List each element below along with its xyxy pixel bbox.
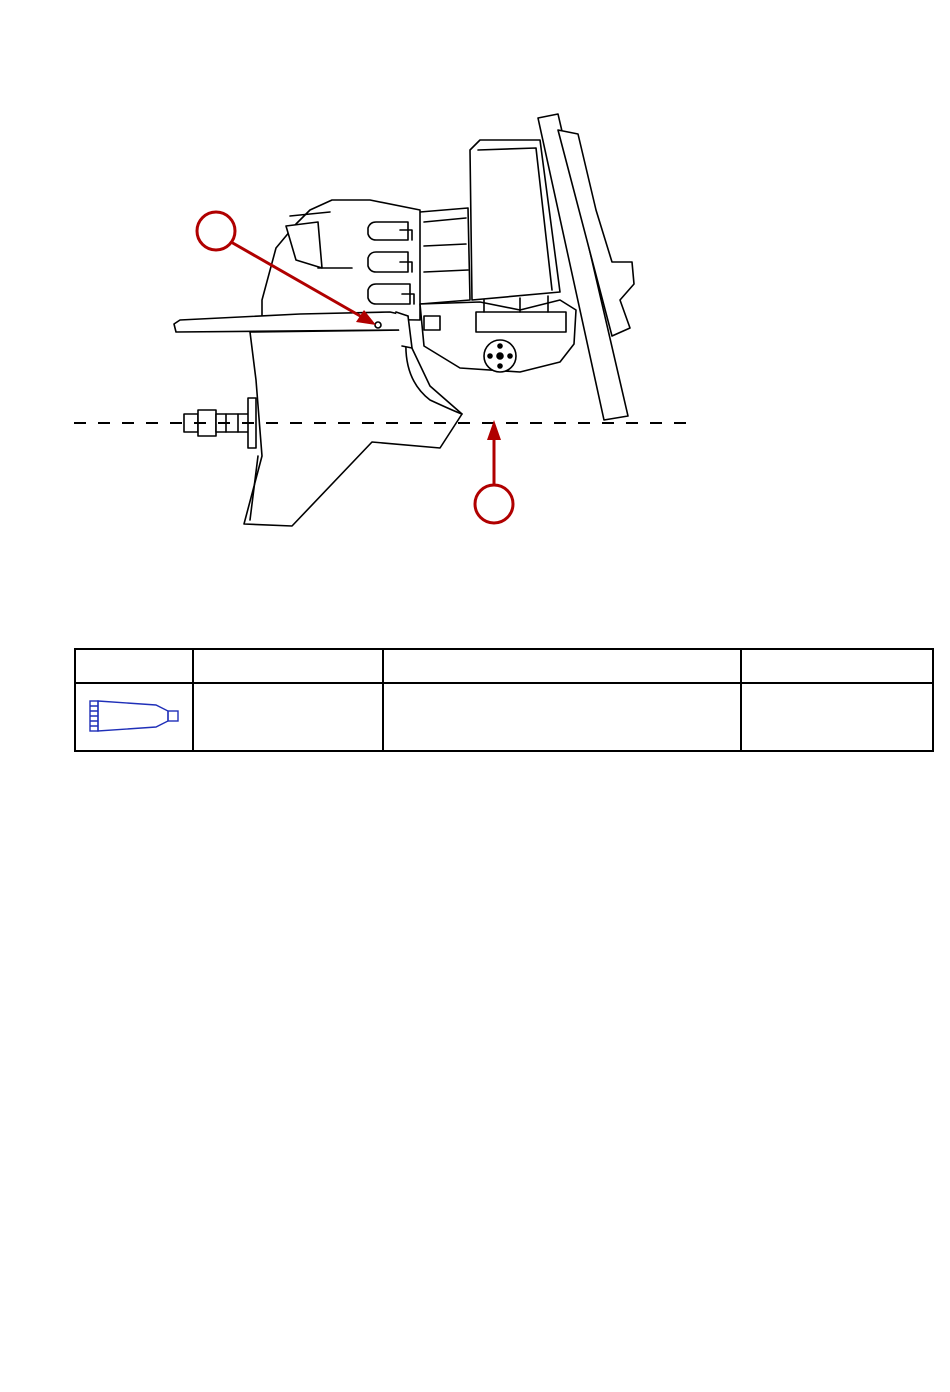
where-used-cell — [741, 683, 933, 751]
header-ref — [75, 649, 193, 683]
header-where-used — [741, 649, 933, 683]
sterndrive-diagram — [0, 0, 950, 600]
lubricant-table — [74, 648, 934, 752]
bell-housing — [420, 140, 560, 304]
header-description — [383, 649, 741, 683]
header-item — [193, 649, 383, 683]
vent-slot — [368, 222, 408, 240]
gear-case — [244, 330, 462, 526]
gimbal-ring — [396, 296, 576, 372]
upper-drive-housing — [262, 200, 420, 320]
description-cell — [383, 683, 741, 751]
fill-screw — [375, 322, 381, 328]
item-cell — [193, 683, 383, 751]
lubricant-tube-icon — [86, 697, 182, 737]
table-row — [75, 683, 933, 751]
callout-2 — [475, 420, 513, 523]
icon-cell — [75, 683, 193, 751]
table-header-row — [75, 649, 933, 683]
